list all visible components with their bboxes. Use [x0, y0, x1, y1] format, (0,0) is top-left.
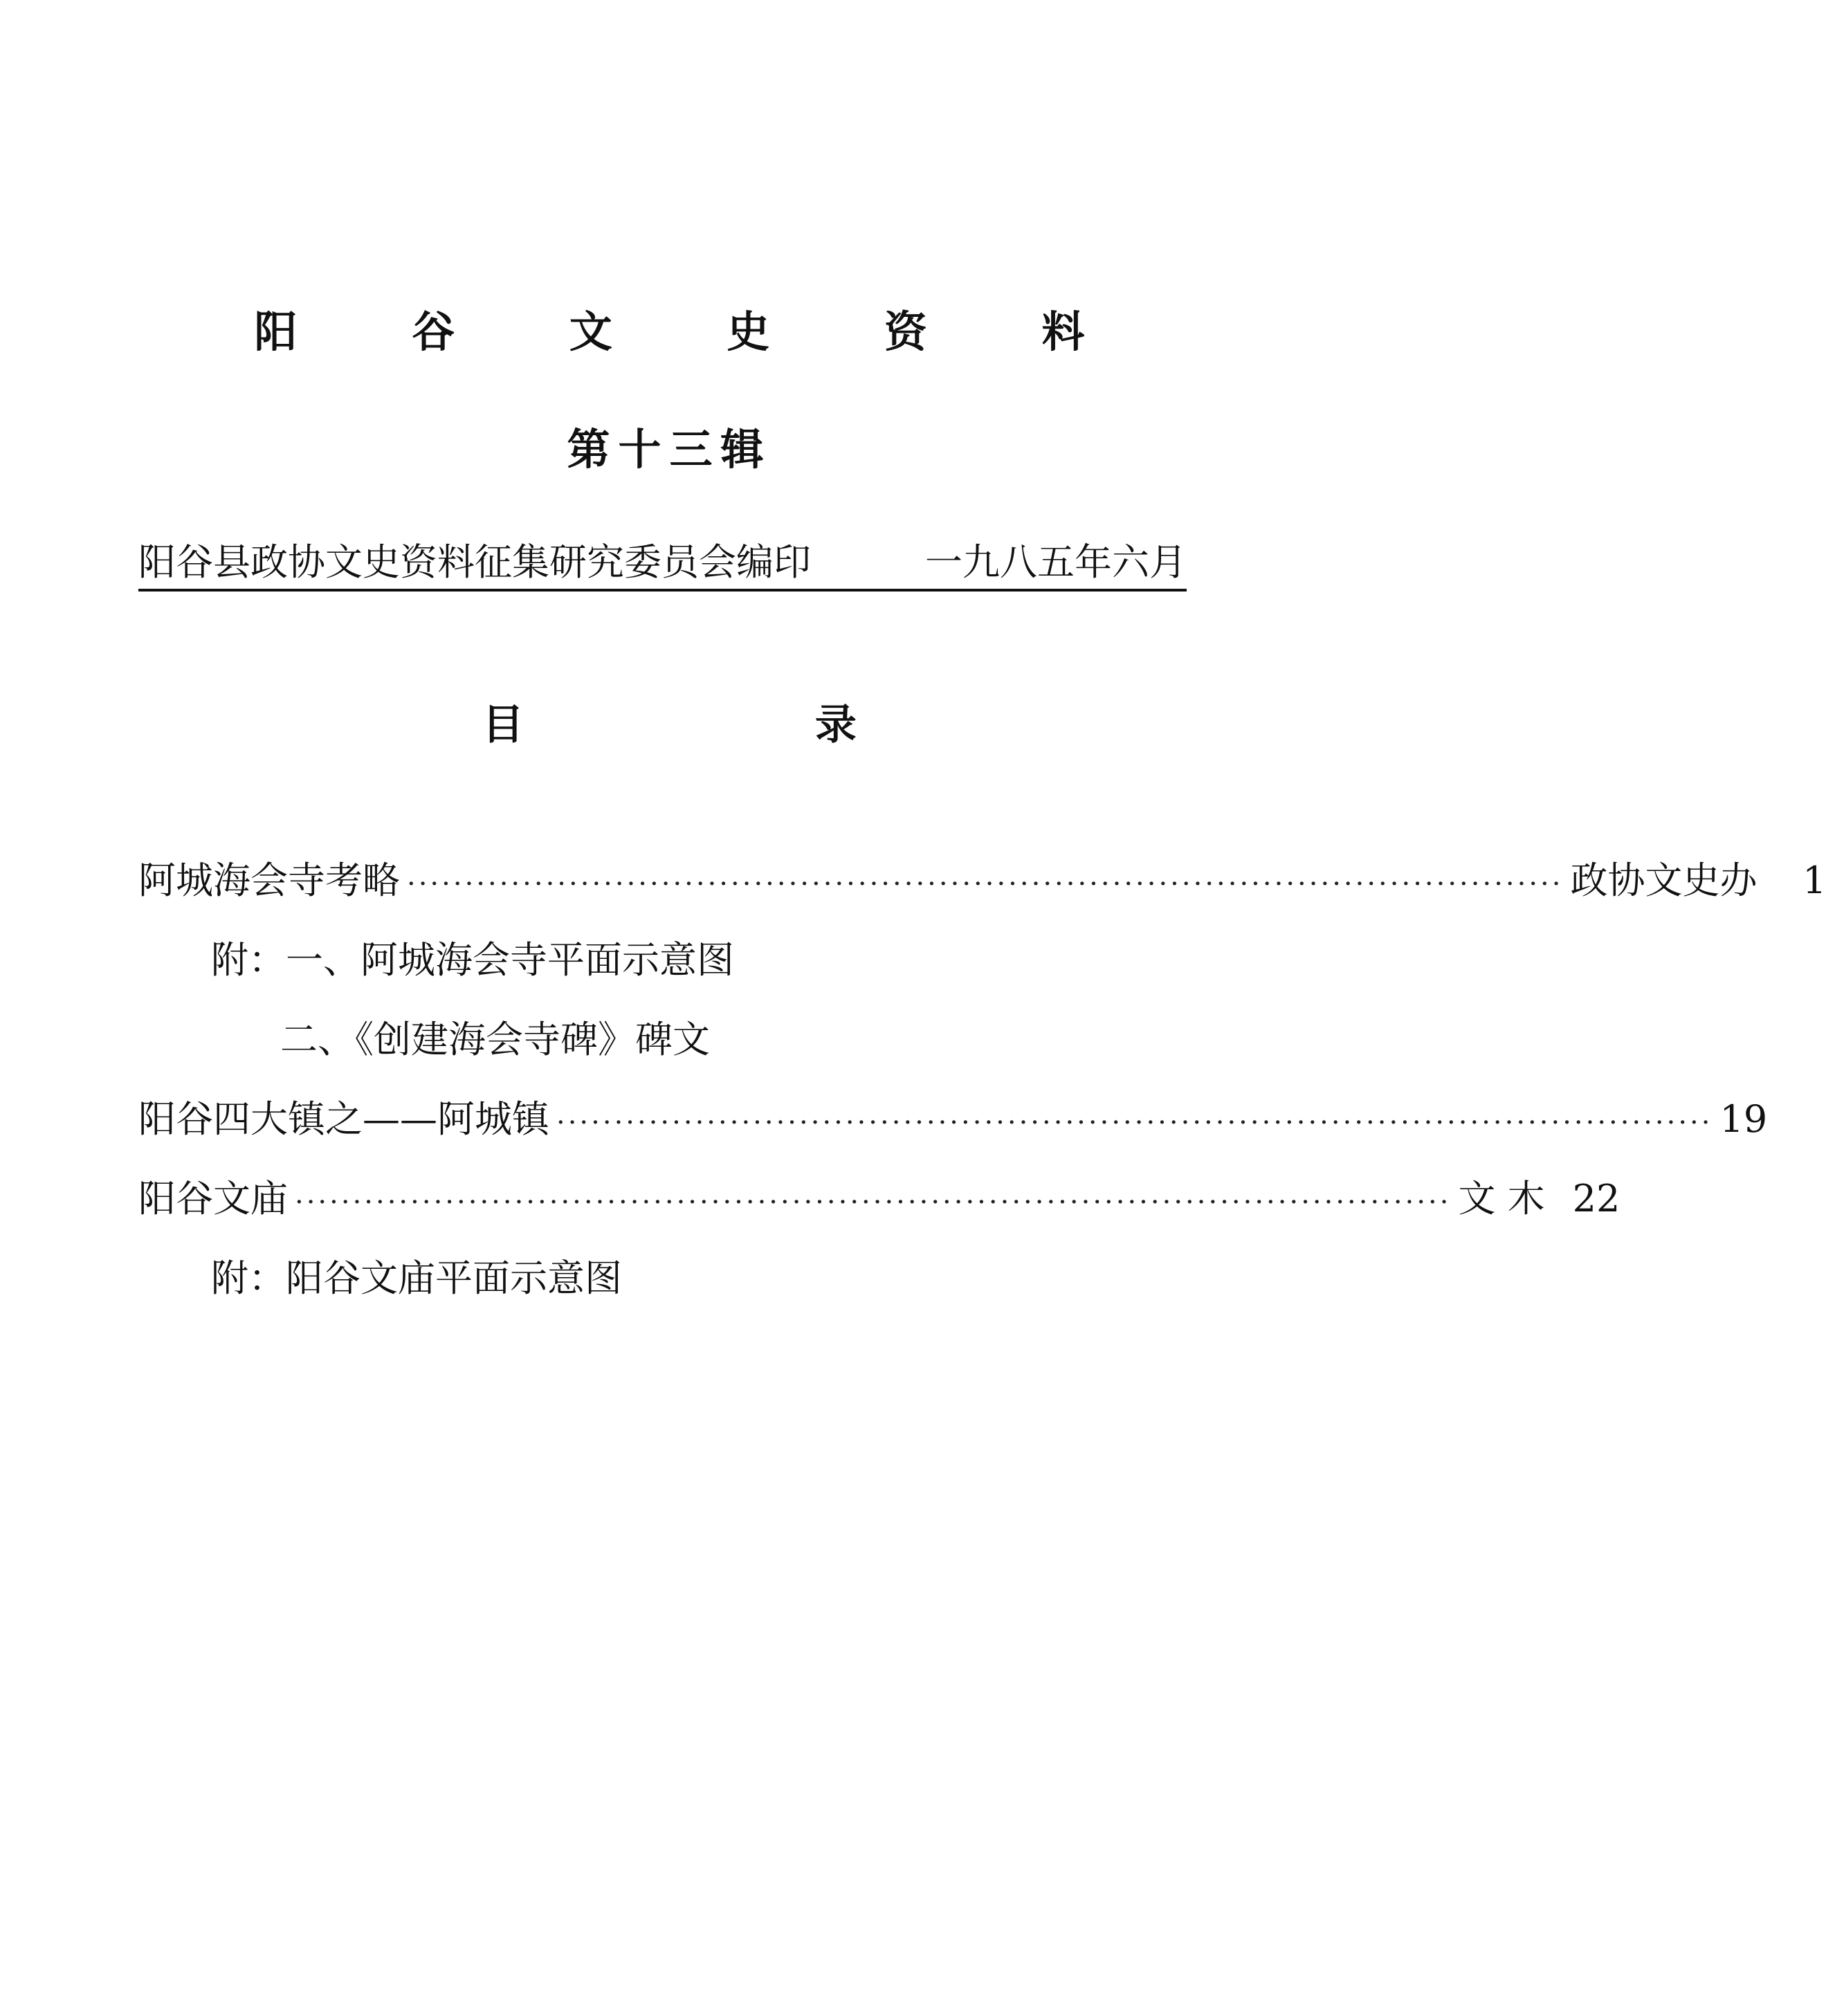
toc-entry-title: 阳谷文庙: [138, 1177, 288, 1220]
toc-leader-dots: ····································································································: [295, 1186, 1452, 1218]
publisher-name: 阳谷县政协文史资料征集研究委员会编印: [138, 540, 811, 584]
toc-entry-page: 19: [1719, 1097, 1768, 1141]
toc-entry: [138, 1169, 1620, 1225]
toc-subitem: 二、《创建海会寺碑》碑文: [280, 1018, 710, 1061]
toc-entry-title: 阿城海会寺考略: [138, 859, 400, 902]
toc-leader-dots: ····································································································: [556, 1107, 1713, 1139]
toc-entry: [138, 851, 1826, 906]
toc-subitem: 附：阳谷文庙平面示意图: [211, 1256, 622, 1300]
publication-date: 一九八五年六月: [925, 540, 1187, 584]
toc-entry-author: 政协文史办: [1570, 859, 1757, 902]
toc-entry-page: 22: [1572, 1177, 1620, 1220]
toc-entry-author: 文 木: [1458, 1177, 1545, 1220]
toc-entry: [138, 1090, 1768, 1145]
publisher-row: [138, 536, 1187, 592]
toc-heading: 目 录: [482, 701, 995, 749]
toc-subitem: 附：一、阿城海会寺平面示意图: [211, 938, 734, 982]
toc-leader-dots: ····································································································: [407, 868, 1564, 900]
toc-entry-title: 阳谷四大镇之——阿城镇: [138, 1097, 549, 1141]
page-title: 阳 谷 文 史 资 料: [254, 306, 1135, 357]
toc-entry-page: 1: [1802, 859, 1826, 902]
issue-number: 第十三辑: [567, 424, 772, 475]
